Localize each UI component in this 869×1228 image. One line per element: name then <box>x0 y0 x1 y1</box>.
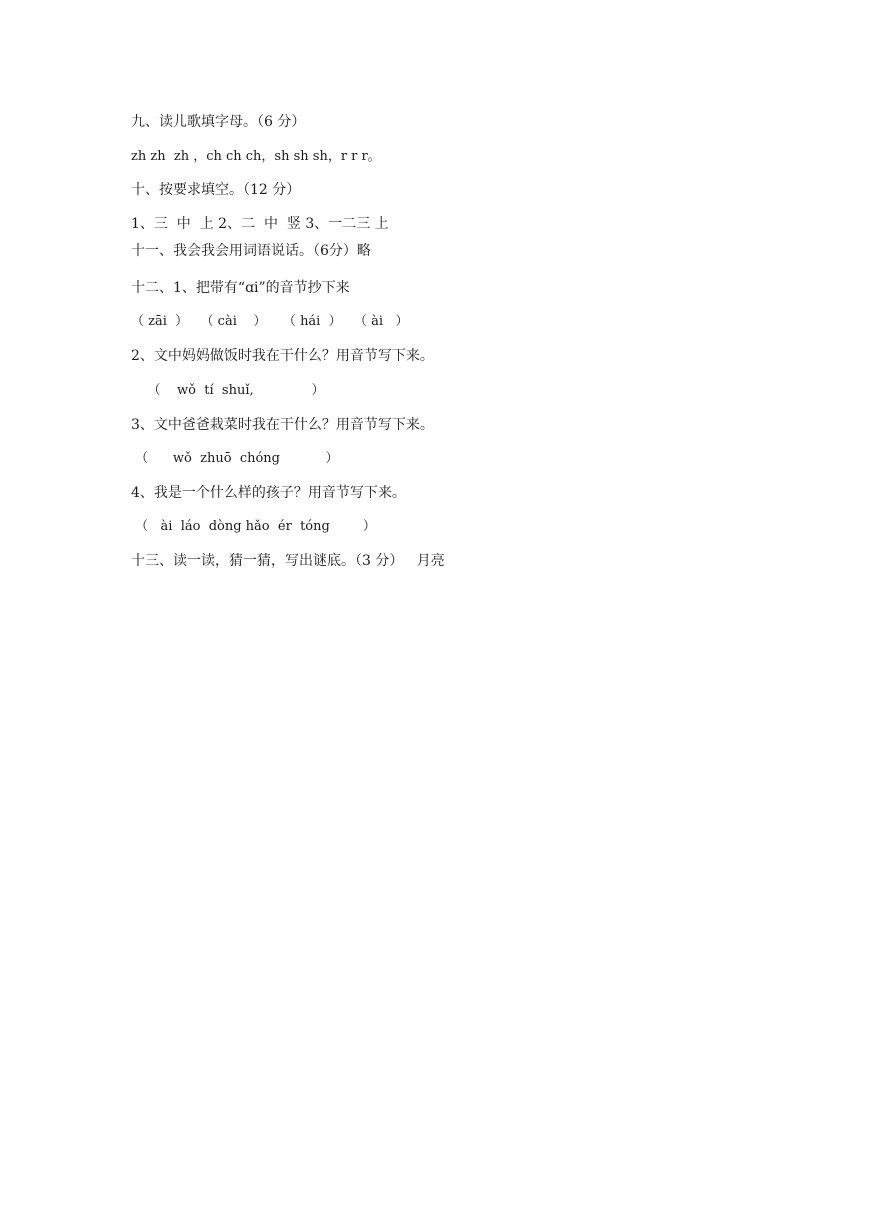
section-12-q1: 十二、1、把带有“ɑi”的音节抄下来 <box>131 280 350 296</box>
section-12-q3-answer: （ wǒ zhuō chóng ） <box>131 451 339 466</box>
section-12-q4-answer: （ ài láo dòng hǎo ér tóng ） <box>131 519 376 534</box>
section-9-answer: zh zh zh ，ch ch ch，sh sh sh，r r r。 <box>131 149 381 164</box>
section-10-answer: 1、三 中 上 2、二 中 竖 3、一二三 上 <box>131 216 389 232</box>
section-12-q1-answer: （ zāi ） （ cài ） （ hái ） （ ài ） <box>131 314 409 329</box>
section-10-heading: 十、按要求填空。（12 分） <box>131 182 301 198</box>
section-9-heading: 九、读儿歌填字母。（6 分） <box>131 114 306 130</box>
section-12-q3: 3、文中爸爸栽菜时我在干什么？用音节写下来。 <box>131 417 434 433</box>
section-12-q2: 2、文中妈妈做饭时我在干什么？用音节写下来。 <box>131 348 434 364</box>
section-11-answer: 十一、我会我会用词语说话。（6分）略 <box>131 243 371 259</box>
section-12-q2-answer: （ wǒ tí shuǐ, ） <box>131 383 325 398</box>
section-13-answer: 十三、读一读，猜一猜，写出谜底。（3 分） 月亮 <box>131 553 445 569</box>
section-12-q4: 4、我是一个什么样的孩子？用音节写下来。 <box>131 485 406 501</box>
